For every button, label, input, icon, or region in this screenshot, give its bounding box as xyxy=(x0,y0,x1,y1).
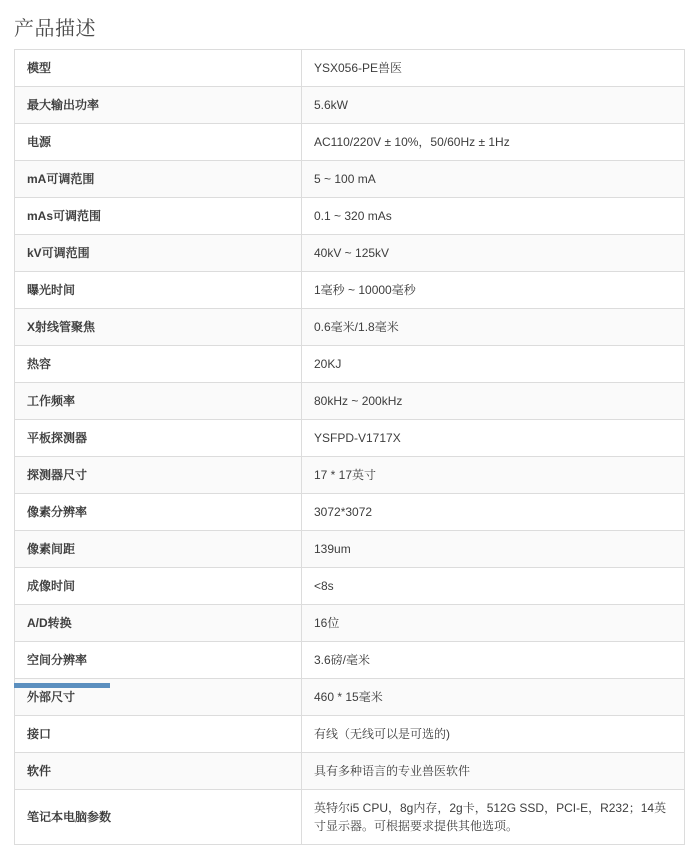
spec-label: 像素分辨率 xyxy=(15,494,302,531)
spec-value: 5 ~ 100 mA xyxy=(302,161,685,198)
spec-label: 成像时间 xyxy=(15,568,302,605)
spec-value: 3072*3072 xyxy=(302,494,685,531)
spec-value: YSX056-PE兽医 xyxy=(302,50,685,87)
table-row xyxy=(15,50,685,87)
spec-label: 热容 xyxy=(15,346,302,383)
spec-label: 像素间距 xyxy=(15,531,302,568)
spec-value: 139um xyxy=(302,531,685,568)
spec-value: 0.1 ~ 320 mAs xyxy=(302,198,685,235)
spec-value: 80kHz ~ 200kHz xyxy=(302,383,685,420)
spec-value: 17 * 17英寸 xyxy=(302,457,685,494)
spec-value: 1毫秒 ~ 10000毫秒 xyxy=(302,272,685,309)
spec-value: 具有多种语言的专业兽医软件 xyxy=(302,753,685,790)
spec-label: X射线管聚焦 xyxy=(15,309,302,346)
table-row xyxy=(15,235,685,272)
spec-label: mAs可调范围 xyxy=(15,198,302,235)
specification-table xyxy=(14,49,685,845)
spec-value: 16位 xyxy=(302,605,685,642)
spec-value: YSFPD-V1717X xyxy=(302,420,685,457)
table-row xyxy=(15,790,685,845)
spec-label: mA可调范围 xyxy=(15,161,302,198)
spec-label: 平板探测器 xyxy=(15,420,302,457)
spec-label: kV可调范围 xyxy=(15,235,302,272)
spec-label: 外部尺寸 xyxy=(15,679,302,716)
spec-value: 英特尔i5 CPU，8g内存，2g卡，512G SSD，PCI-E，R232；14英寸显示器。可根据要求提供其他选项。 xyxy=(302,790,685,845)
spec-label: 软件 xyxy=(15,753,302,790)
specification-table-container xyxy=(0,49,699,845)
table-row xyxy=(15,605,685,642)
bottom-accent-bar xyxy=(14,683,110,688)
spec-label: 探测器尺寸 xyxy=(15,457,302,494)
spec-label: 最大输出功率 xyxy=(15,87,302,124)
spec-label: 空间分辨率 xyxy=(15,642,302,679)
table-row xyxy=(15,716,685,753)
table-row xyxy=(15,568,685,605)
spec-value: <8s xyxy=(302,568,685,605)
spec-value: 20KJ xyxy=(302,346,685,383)
spec-label: A/D转换 xyxy=(15,605,302,642)
page-title: 产品描述 xyxy=(14,18,96,40)
table-row xyxy=(15,309,685,346)
spec-value: 有线（无线可以是可选的) xyxy=(302,716,685,753)
spec-value: 40kV ~ 125kV xyxy=(302,235,685,272)
spec-value: AC110/220V ± 10%，50/60Hz ± 1Hz xyxy=(302,124,685,161)
table-row xyxy=(15,457,685,494)
table-row xyxy=(15,87,685,124)
spec-value: 5.6kW xyxy=(302,87,685,124)
table-row xyxy=(15,383,685,420)
spec-label: 工作频率 xyxy=(15,383,302,420)
spec-label: 笔记本电脑参数 xyxy=(15,790,302,845)
table-row xyxy=(15,124,685,161)
table-row xyxy=(15,420,685,457)
spec-label: 曝光时间 xyxy=(15,272,302,309)
table-row xyxy=(15,161,685,198)
spec-value: 460 * 15毫米 xyxy=(302,679,685,716)
spec-label: 接口 xyxy=(15,716,302,753)
table-row xyxy=(15,679,685,716)
table-row xyxy=(15,198,685,235)
table-row xyxy=(15,272,685,309)
table-row xyxy=(15,531,685,568)
table-row xyxy=(15,642,685,679)
specification-table-body xyxy=(15,50,685,845)
table-row xyxy=(15,753,685,790)
spec-label: 模型 xyxy=(15,50,302,87)
table-row xyxy=(15,494,685,531)
table-row xyxy=(15,346,685,383)
spec-value: 0.6毫米/1.8毫米 xyxy=(302,309,685,346)
spec-label: 电源 xyxy=(15,124,302,161)
spec-value: 3.6磅/毫米 xyxy=(302,642,685,679)
